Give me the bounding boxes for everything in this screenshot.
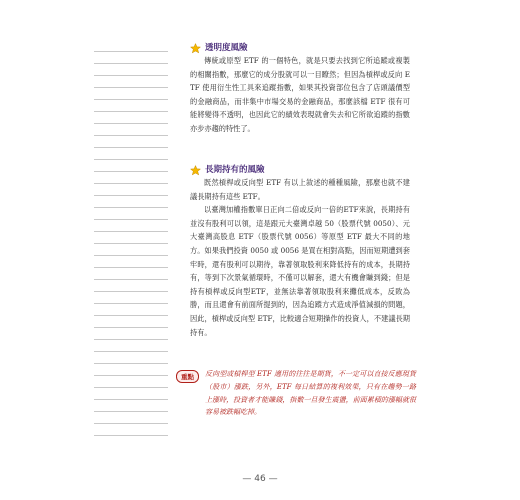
star-icon bbox=[190, 165, 201, 176]
key-point-badge: 重點 bbox=[176, 370, 199, 383]
section-heading-text: 長期持有的風險 bbox=[205, 165, 265, 175]
body-paragraph: 既然槓桿或反向型 ETF 有以上敘述的種種風險，那麼也就不建議長期持有這些 ETF。 bbox=[190, 178, 410, 201]
body-paragraph: 傳統或原型 ETF 的一個特色，就是只要去找到它所追蹤或複製的相關指數，那麼它的成分股就可以一目瞭然；但因為槓桿或反向 ETF 使用衍生性工具來追蹤指數，如果其投資部位包含了店頭議價型的金融商品，而非集中市場交易的金融商品，那麼該檔 ETF 很有可能將變得不透明，也因此它的績效表現就會失去和它所欲追蹤的指數亦步亦趨的特性了。 bbox=[190, 56, 410, 133]
section-heading bbox=[190, 42, 410, 54]
section-long-term-holding-risk bbox=[190, 164, 410, 339]
section-heading bbox=[190, 164, 410, 176]
section-transparency-risk bbox=[190, 42, 410, 136]
page-number: — 46 — bbox=[242, 474, 278, 484]
key-point-callout bbox=[176, 368, 416, 419]
star-icon bbox=[190, 43, 201, 54]
body-paragraph: 以臺灣加權指數單日正向二倍或反向一倍的ETF來說，長期持有並沒有股利可以領，這是跟元大臺灣卓越 50（股票代號 0050）、元大臺灣高股息 ETF（股票代號 0056）等原型 ETF 最大不同的地方。如果我們投資 0050 或 0056 是買在相對高點，因而短期遭到套牢時，還有股利可以期待，靠著領取股利來降低持有的成本，長期持有，等到下次景氣循環時，不僅可以解套，還大有機會賺到錢；但是持有槓桿或反向型ETF，並無法靠著領取股利來攤低成本，反敗為勝，而且還會有前面所提到的，因為追蹤方式造成淨值減損的問題，因此，槓桿或反向型 ETF，比較適合短期操作的投資人，不建議長期持有。 bbox=[190, 205, 410, 337]
key-point-text: 反向型或槓桿型 ETF 適用的往往是期貨，不一定可以直接反應現貨（股市）漲跌，另外，ETF 每日結算的複利效果，只有在趨勢一路上漲時，投資者才能賺錢，指數一旦發生震盪，前面累積的漲幅就很容易被跌幅吃掉。 bbox=[205, 370, 416, 417]
notes-ruled-lines bbox=[94, 40, 168, 440]
section-heading-text: 透明度風險 bbox=[205, 43, 248, 53]
